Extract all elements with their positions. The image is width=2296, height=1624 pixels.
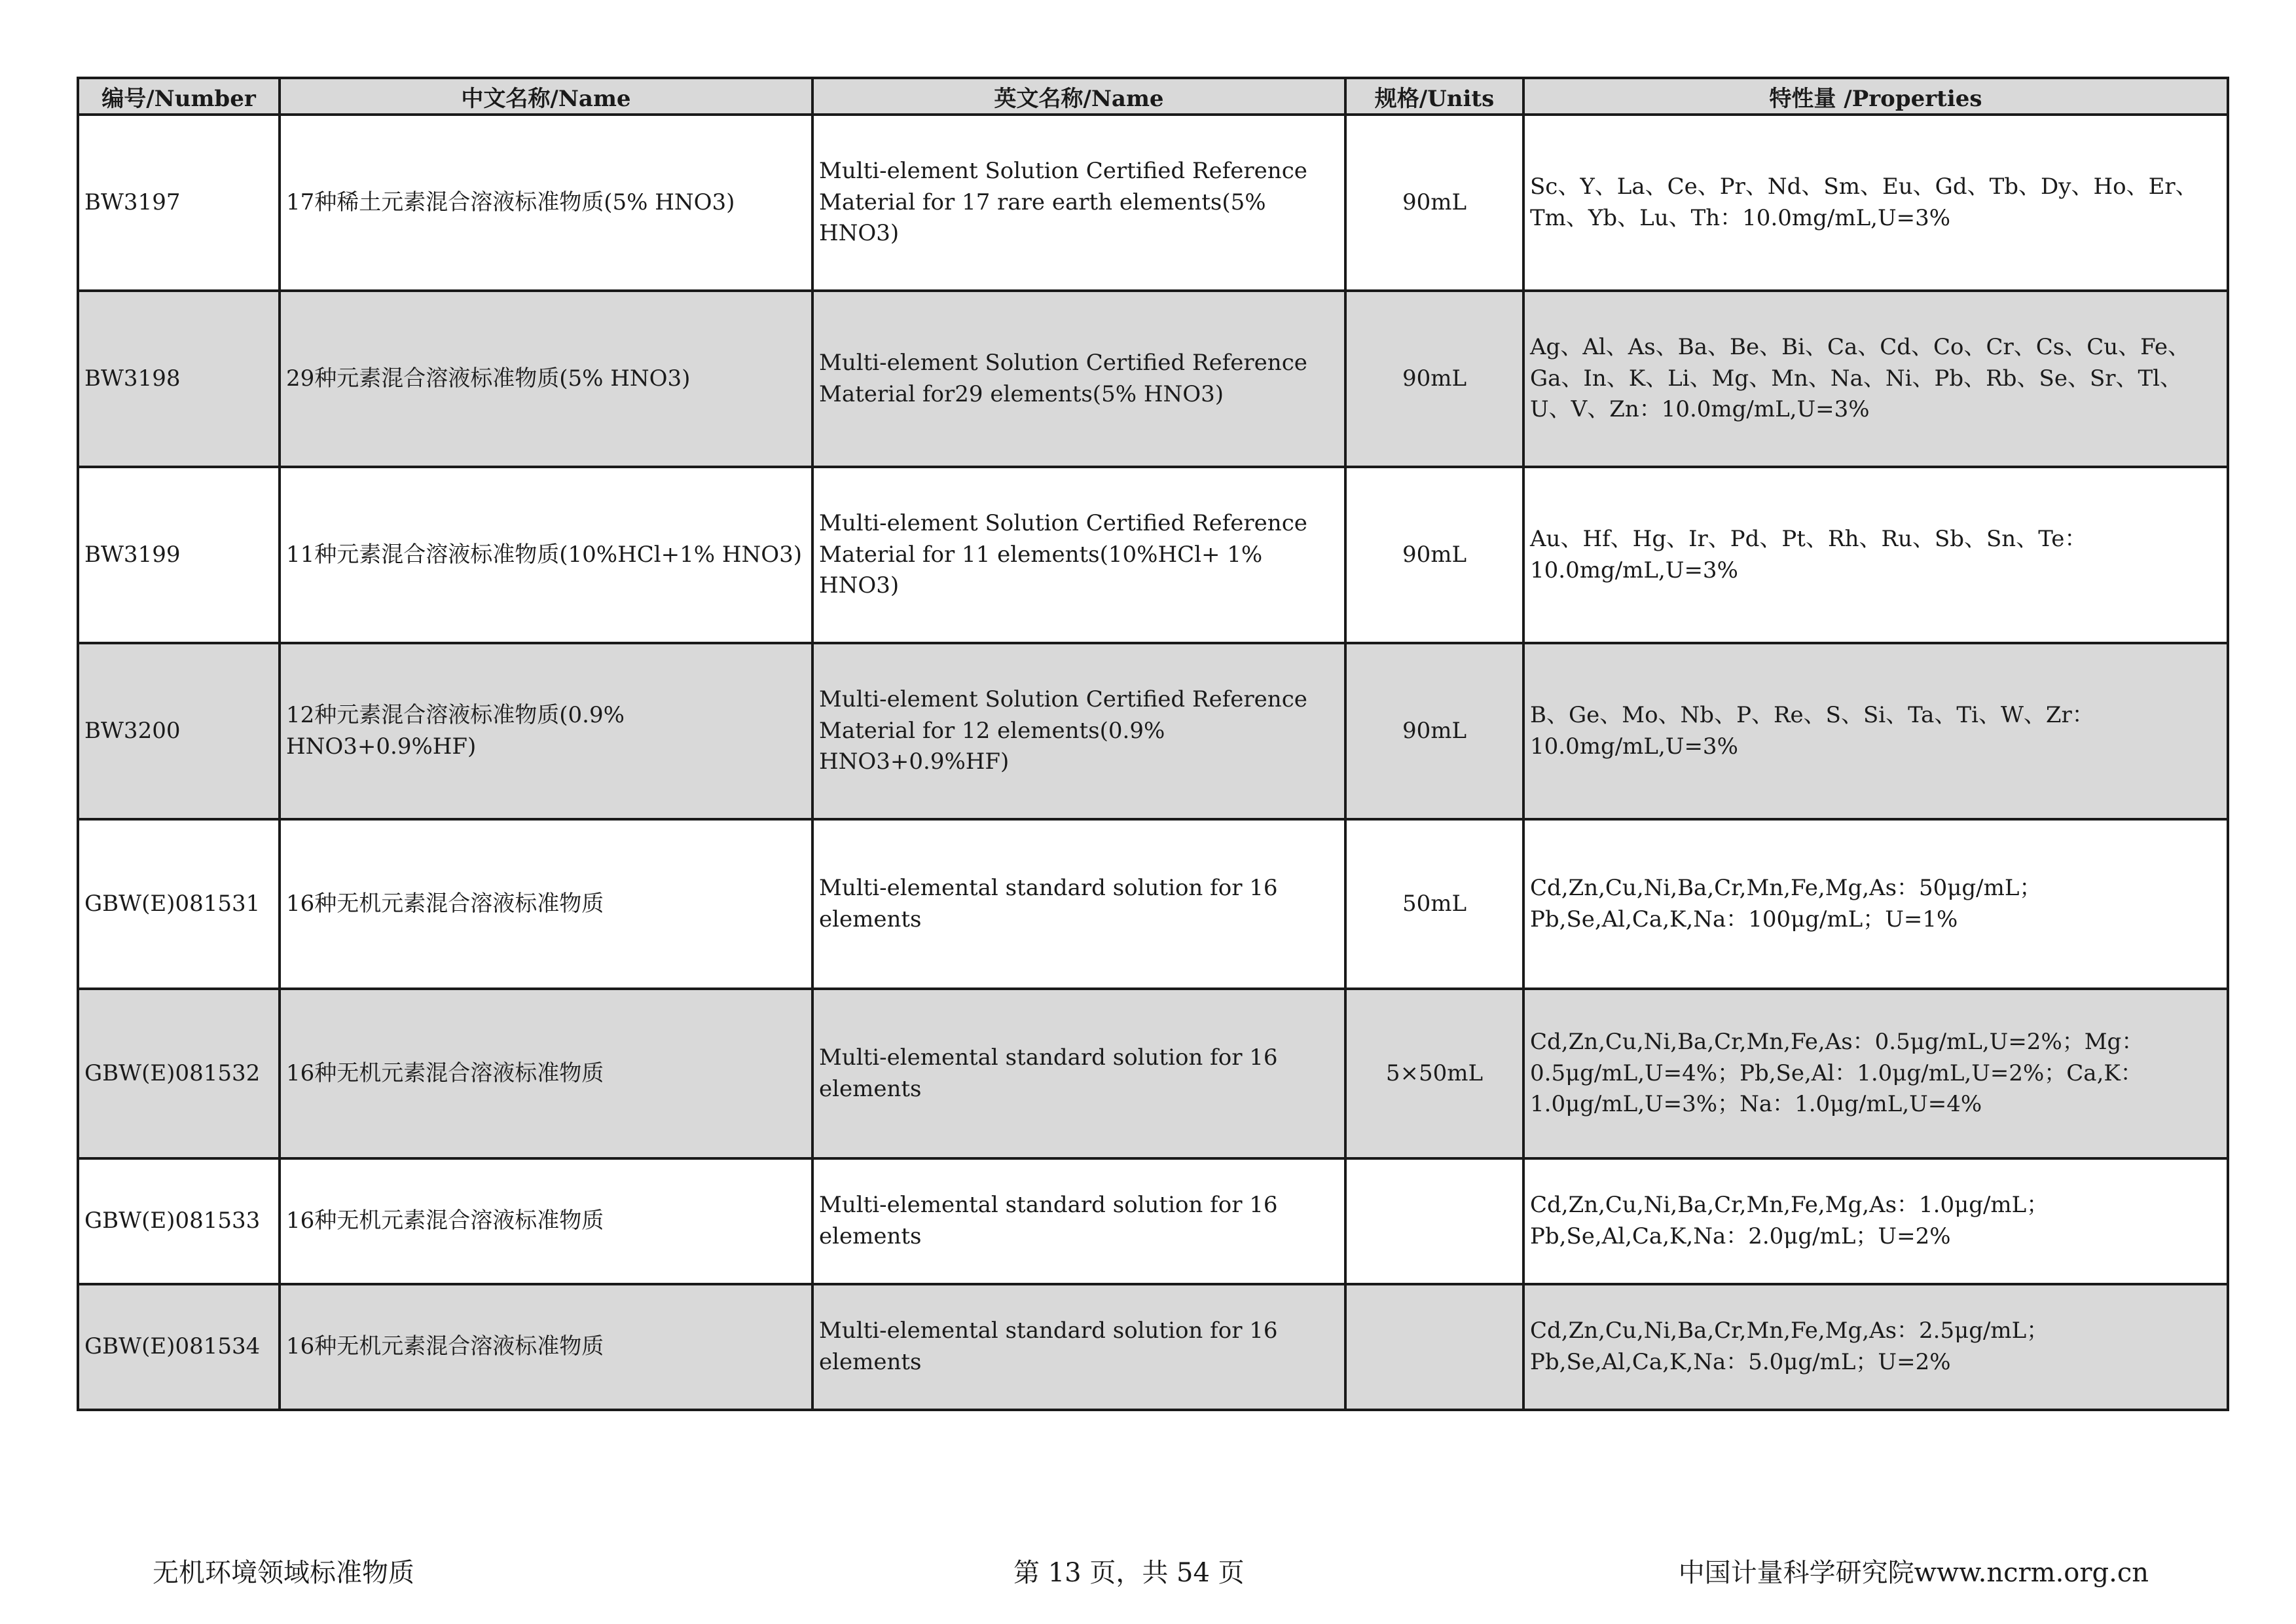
- reference-materials-table-container: [77, 77, 2227, 1411]
- footer-page-number: 第 13 页，共 54 页: [1013, 1558, 1245, 1588]
- cell-properties: Au、Hf、Hg、Ir、Pd、Pt、Rh、Ru、Sb、Sn、Te：10.0mg/mL,U=3%: [1523, 467, 2228, 643]
- cell-properties: Cd,Zn,Cu,Ni,Ba,Cr,Mn,Fe,As：0.5μg/mL,U=2%；Mg：0.5μg/mL,U=4%；Pb,Se,Al：1.0μg/mL,U=2%；Ca,K：1.0μg/mL,U=3%；Na：1.0μg/mL,U=4%: [1523, 989, 2228, 1158]
- cell-units: 90mL: [1345, 291, 1523, 467]
- table-row: [78, 115, 2228, 291]
- table-row: [78, 819, 2228, 989]
- footer-document-title: 无机环境领域标准物质: [153, 1558, 414, 1588]
- cell-english-name: Multi-element Solution Certified Reference Material for 17 rare earth elements(5% HNO3): [812, 115, 1345, 291]
- cell-properties: B、Ge、Mo、Nb、P、Re、S、Si、Ta、Ti、W、Zr：10.0mg/mL,U=3%: [1523, 643, 2228, 819]
- table-row: [78, 291, 2228, 467]
- cell-properties: Cd,Zn,Cu,Ni,Ba,Cr,Mn,Fe,Mg,As：2.5μg/mL；Pb,Se,Al,Ca,K,Na：5.0μg/mL；U=2%: [1523, 1284, 2228, 1410]
- cell-number: GBW(E)081534: [78, 1284, 280, 1410]
- table-row: [78, 643, 2228, 819]
- cell-chinese-name: 12种元素混合溶液标准物质(0.9% HNO3+0.9%HF): [280, 643, 812, 819]
- cell-chinese-name: 17种稀土元素混合溶液标准物质(5% HNO3): [280, 115, 812, 291]
- cell-units: [1345, 1284, 1523, 1410]
- cell-units: 90mL: [1345, 115, 1523, 291]
- cell-properties: Sc、Y、La、Ce、Pr、Nd、Sm、Eu、Gd、Tb、Dy、Ho、Er、Tm、Yb、Lu、Th：10.0mg/mL,U=3%: [1523, 115, 2228, 291]
- cell-chinese-name: 16种无机元素混合溶液标准物质: [280, 819, 812, 989]
- cell-english-name: Multi-element Solution Certified Reference Material for 12 elements(0.9% HNO3+0.9%HF): [812, 643, 1345, 819]
- cell-properties: Cd,Zn,Cu,Ni,Ba,Cr,Mn,Fe,Mg,As：50μg/mL；Pb,Se,Al,Ca,K,Na：100μg/mL；U=1%: [1523, 819, 2228, 989]
- cell-number: GBW(E)081532: [78, 989, 280, 1158]
- header-properties: 特性量 /Properties: [1523, 78, 2228, 115]
- cell-english-name: Multi-elemental standard solution for 16 elements: [812, 819, 1345, 989]
- cell-chinese-name: 29种元素混合溶液标准物质(5% HNO3): [280, 291, 812, 467]
- cell-units: 5×50mL: [1345, 989, 1523, 1158]
- table-header-row: [78, 78, 2228, 115]
- cell-chinese-name: 16种无机元素混合溶液标准物质: [280, 989, 812, 1158]
- cell-english-name: Multi-elemental standard solution for 16 elements: [812, 989, 1345, 1158]
- cell-english-name: Multi-elemental standard solution for 16 elements: [812, 1284, 1345, 1410]
- cell-units: [1345, 1158, 1523, 1284]
- cell-chinese-name: 16种无机元素混合溶液标准物质: [280, 1158, 812, 1284]
- table-row: [78, 1158, 2228, 1284]
- header-english-name: 英文名称/Name: [812, 78, 1345, 115]
- cell-english-name: Multi-element Solution Certified Reference Material for29 elements(5% HNO3): [812, 291, 1345, 467]
- cell-number: GBW(E)081531: [78, 819, 280, 989]
- cell-chinese-name: 16种无机元素混合溶液标准物质: [280, 1284, 812, 1410]
- table-row: [78, 989, 2228, 1158]
- cell-number: BW3200: [78, 643, 280, 819]
- cell-english-name: Multi-elemental standard solution for 16 elements: [812, 1158, 1345, 1284]
- cell-units: 50mL: [1345, 819, 1523, 989]
- footer-organization-website: 中国计量科学研究院www.ncrm.org.cn: [1678, 1558, 2149, 1588]
- header-units: 规格/Units: [1345, 78, 1523, 115]
- cell-units: 90mL: [1345, 467, 1523, 643]
- cell-english-name: Multi-element Solution Certified Reference Material for 11 elements(10%HCl+ 1% HNO3): [812, 467, 1345, 643]
- header-chinese-name: 中文名称/Name: [280, 78, 812, 115]
- reference-materials-table: [77, 77, 2229, 1411]
- cell-number: BW3198: [78, 291, 280, 467]
- cell-properties: Cd,Zn,Cu,Ni,Ba,Cr,Mn,Fe,Mg,As：1.0μg/mL；Pb,Se,Al,Ca,K,Na：2.0μg/mL；U=2%: [1523, 1158, 2228, 1284]
- header-number: 编号/Number: [78, 78, 280, 115]
- cell-properties: Ag、Al、As、Ba、Be、Bi、Ca、Cd、Co、Cr、Cs、Cu、Fe、Ga、In、K、Li、Mg、Mn、Na、Ni、Pb、Rb、Se、Sr、Tl、U、V、Zn：10.0mg/mL,U=3%: [1523, 291, 2228, 467]
- cell-units: 90mL: [1345, 643, 1523, 819]
- cell-number: BW3197: [78, 115, 280, 291]
- page-footer: [0, 1552, 2296, 1591]
- cell-number: GBW(E)081533: [78, 1158, 280, 1284]
- table-row: [78, 1284, 2228, 1410]
- table-row: [78, 467, 2228, 643]
- cell-number: BW3199: [78, 467, 280, 643]
- cell-chinese-name: 11种元素混合溶液标准物质(10%HCl+1% HNO3): [280, 467, 812, 643]
